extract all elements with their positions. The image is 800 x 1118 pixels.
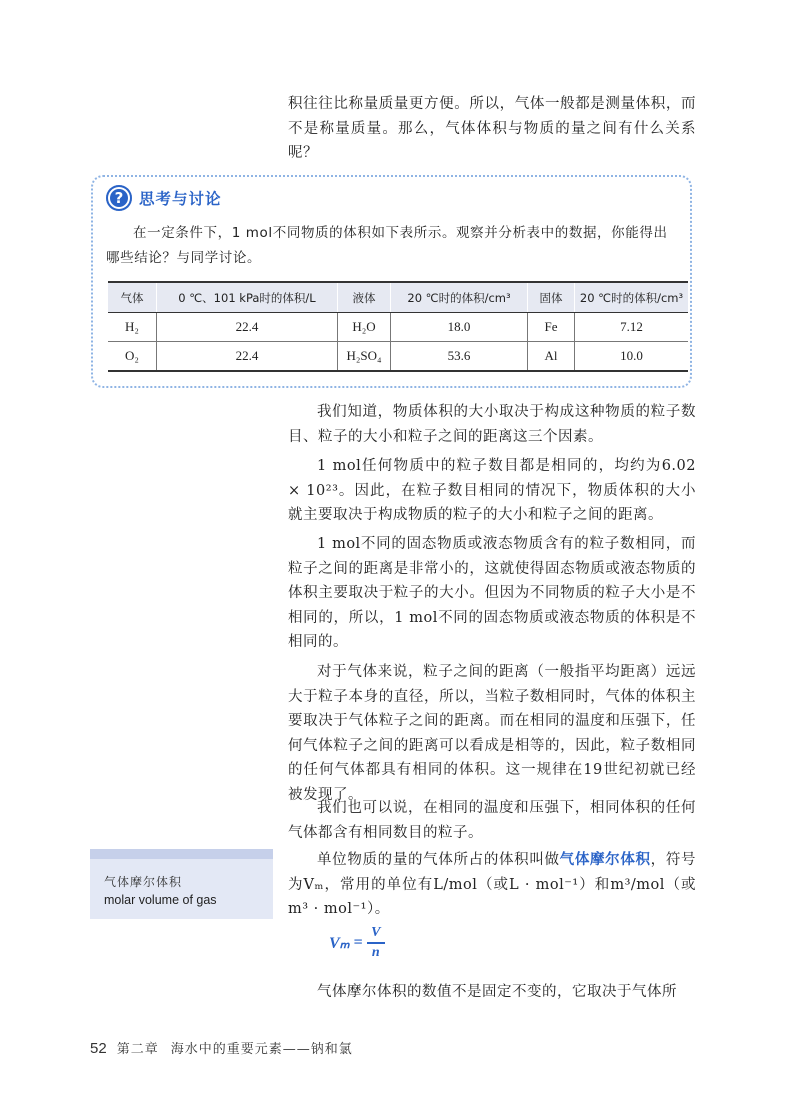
table-cell: Fe [528, 313, 575, 342]
chapter-label: 第二章 [116, 1042, 159, 1057]
volume-table [108, 281, 688, 372]
question-mark-icon: ? [106, 185, 132, 211]
table-header: 20 ℃时的体积/cm³ [391, 282, 528, 313]
glossary-sidebar [90, 849, 273, 919]
table-cell: H₂O [338, 313, 391, 342]
intro-paragraph: 积往往比称量质量更方便。所以，气体一般都是测量体积，而不是称量质量。那么，气体体积与物质的量之间有什么关系呢？ [288, 96, 696, 161]
paragraph-gas: 对于气体来说，粒子之间的距离（一般指平均距离）远远大于粒子本身的直径，所以，当粒子数相同时，气体的体积主要取决于气体粒子之间的距离。而在相同的温度和压强下，任何气体粒子之间的距离可以看成是相等的，因此，粒子数相同的任何气体都具有相同的体积。这一规律在19世纪初就已经被发现了。 [288, 664, 696, 803]
chapter-title: 海水中的重要元素——钠和氯 [170, 1042, 353, 1057]
paragraph-solid-liquid: 1 mol不同的固态物质或液态物质含有的粒子数相同，而粒子之间的距离是非常小的，这就使得固态物质或液态物质的体积主要取决于粒子的大小。但因为不同物质的粒子大小是不相同的，所以，1 mol不同的固态物质或液态物质的体积是不相同的。 [288, 536, 696, 650]
formula-fraction [367, 925, 385, 961]
glossary-bar [90, 849, 273, 859]
table-row [108, 313, 688, 342]
table-cell: H₂ [108, 313, 157, 342]
discussion-text: 在一定条件下，1 mol不同物质的体积如下表所示。观察并分析表中的数据，你能得出哪些结论？与同学讨论。 [106, 225, 668, 266]
paragraph-particle-count: 1 mol任何物质中的粒子数目都是相同的，均约为6.02 × 10²³。因此，在粒子数目相同的情况下，物质体积的大小就主要取决于构成物质的粒子的大小和粒子之间的距离。 [288, 458, 696, 523]
paragraph-avogadro: 我们也可以说，在相同的温度和压强下，相同体积的任何气体都含有相同数目的粒子。 [288, 800, 696, 841]
table-cell: 10.0 [575, 342, 689, 372]
glossary-term-en: molar volume of gas [104, 893, 217, 907]
table-header: 气体 [108, 282, 157, 313]
table-cell: Al [528, 342, 575, 372]
table-row [108, 342, 688, 372]
table-cell: 18.0 [391, 313, 528, 342]
table-cell: O₂ [125, 348, 139, 363]
formula-numerator: V [371, 925, 381, 940]
table-header: 20 ℃时的体积/cm³ [575, 282, 689, 313]
table-header: 固体 [528, 282, 575, 313]
page-number: 52 [90, 1040, 107, 1057]
table-cell: 7.12 [575, 313, 689, 342]
discussion-header [106, 185, 222, 211]
paragraph-factors: 我们知道，物质体积的大小取决于构成这种物质的粒子数目、粒子的大小和粒子之间的距离这三个因素。 [288, 404, 696, 445]
table-cell: 22.4 [157, 342, 338, 372]
table-header-row [108, 282, 688, 313]
page-footer [90, 1038, 353, 1057]
key-term: 气体摩尔体积 [559, 852, 651, 868]
formula-denominator: n [371, 944, 380, 960]
discussion-box [91, 175, 692, 388]
table-header: 液体 [338, 282, 391, 313]
formula-lhs: Vₘ [329, 934, 350, 952]
paragraph-definition [288, 848, 696, 922]
table-cell: 53.6 [391, 342, 528, 372]
definition-text-before: 单位物质的量的气体所占的体积叫做 [317, 852, 560, 868]
formula-equals: = [353, 933, 363, 951]
table-cell: 22.4 [157, 313, 338, 342]
table-cell: H₂SO₄ [338, 342, 391, 372]
table-header: 0 ℃、101 kPa时的体积/L [157, 282, 338, 313]
paragraph-continuation: 气体摩尔体积的数值不是固定不变的，它取决于气体所 [317, 984, 677, 1000]
discussion-title: 思考与讨论 [139, 190, 222, 208]
definition-text-after: ，符号为Vₘ，常用的单位有L/mol（或L · mol⁻¹）和m³/mol（或m³ · mol⁻¹）。 [288, 852, 697, 917]
molar-volume-formula [329, 925, 385, 961]
glossary-term-zh: 气体摩尔体积 [104, 875, 183, 889]
